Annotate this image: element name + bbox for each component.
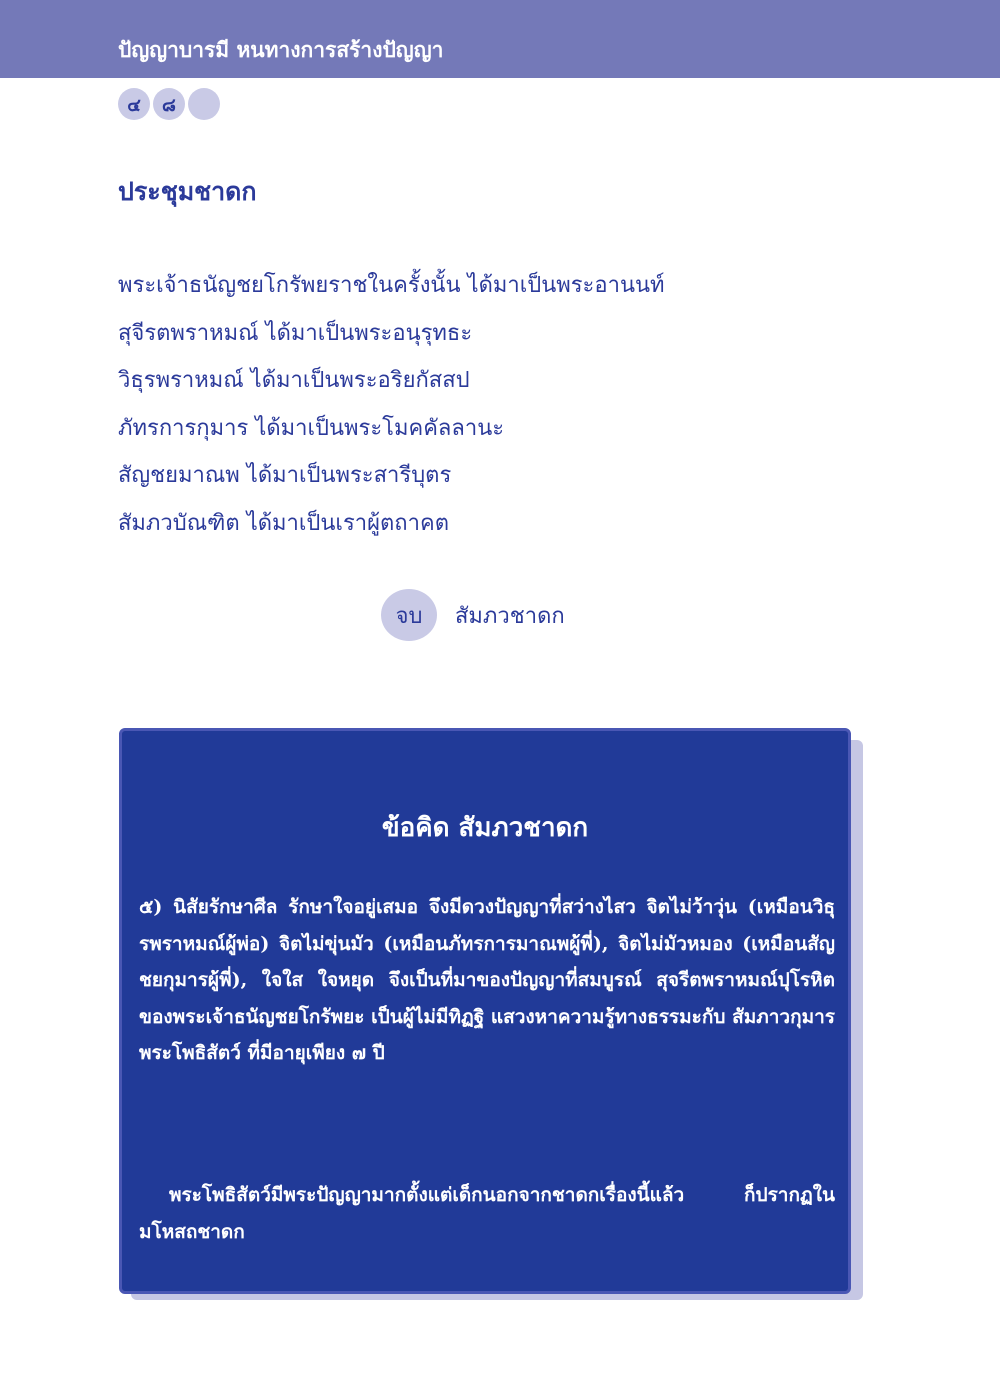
reflection-paragraph: ๕) นิสัยรักษาศีล รักษาใจอยู่เสมอ จึงมีดวงปัญญาที่สว่างไสว จิตไม่ว้าวุ่น (เหมือนวิธุรพราหมณ์ผู้พ่อ) จิตไม่ขุ่นมัว (เหมือนภัทรการมาณพผู้พี่), จิตไม่มัวหมอง (เหมือนสัญชยกุมารผู้พี่), ใจใส ใจหยุด จึงเป็นที่มาของปัญญาที่สมบูรณ์ สุจรีตพราหมณ์ปุโรหิตของพระเจ้าธนัญชยโกรัพยะ เป็นผู้ไม่มีทิฏฐิ แสวงหาความรู้ทางธรรมะกับ สัมภาวกุมารพระโพธิสัตว์ ที่มีอายุเพียง ๗ ปี	[139, 896, 835, 1065]
book-title: ปัญญาบารมี หนทางการสร้างปัญญา	[118, 37, 444, 62]
reflection-paragraph: พระโพธิสัตว์มีพระปัญญามากตั้งแต่เด็กนอกจากชาดกเรื่องนี้แล้ว ก็ปรากฏในมโหสถชาดก	[139, 1184, 835, 1243]
page-number	[118, 88, 220, 120]
summary-line: พระเจ้าธนัญชยโกรัพยราชในครั้งนั้น ได้มาเป็นพระอานนท์	[118, 273, 665, 298]
summary-line: สัมภวบัณฑิต ได้มาเป็นเราผู้ตถาคต	[118, 510, 449, 536]
summary-line: วิธุรพราหมณ์ ได้มาเป็นพระอริยกัสสป	[118, 368, 470, 394]
reflection-title: ข้อคิด สัมภวชาดก	[381, 813, 589, 843]
header-bar	[0, 0, 1000, 78]
page-digit	[188, 88, 220, 120]
section-heading: ประชุมชาดก	[118, 177, 257, 206]
summary-line: ภัทรการกุมาร ได้มาเป็นพระโมคคัลลานะ	[118, 415, 505, 441]
end-marker	[381, 589, 565, 641]
summary-line: สัญชยมาณพ ได้มาเป็นพระสารีบุตร	[118, 463, 452, 489]
end-story-title: สัมภวชาดก	[455, 603, 565, 629]
summary-line: สุจีรตพราหมณ์ ได้มาเป็นพระอนุรุทธะ	[118, 320, 473, 346]
reflection-box	[119, 728, 851, 1294]
jataka-summary-list	[118, 262, 665, 548]
end-badge: จบ	[381, 589, 437, 641]
page-digit: ๔	[118, 88, 150, 120]
page-digit: ๘	[153, 88, 185, 120]
